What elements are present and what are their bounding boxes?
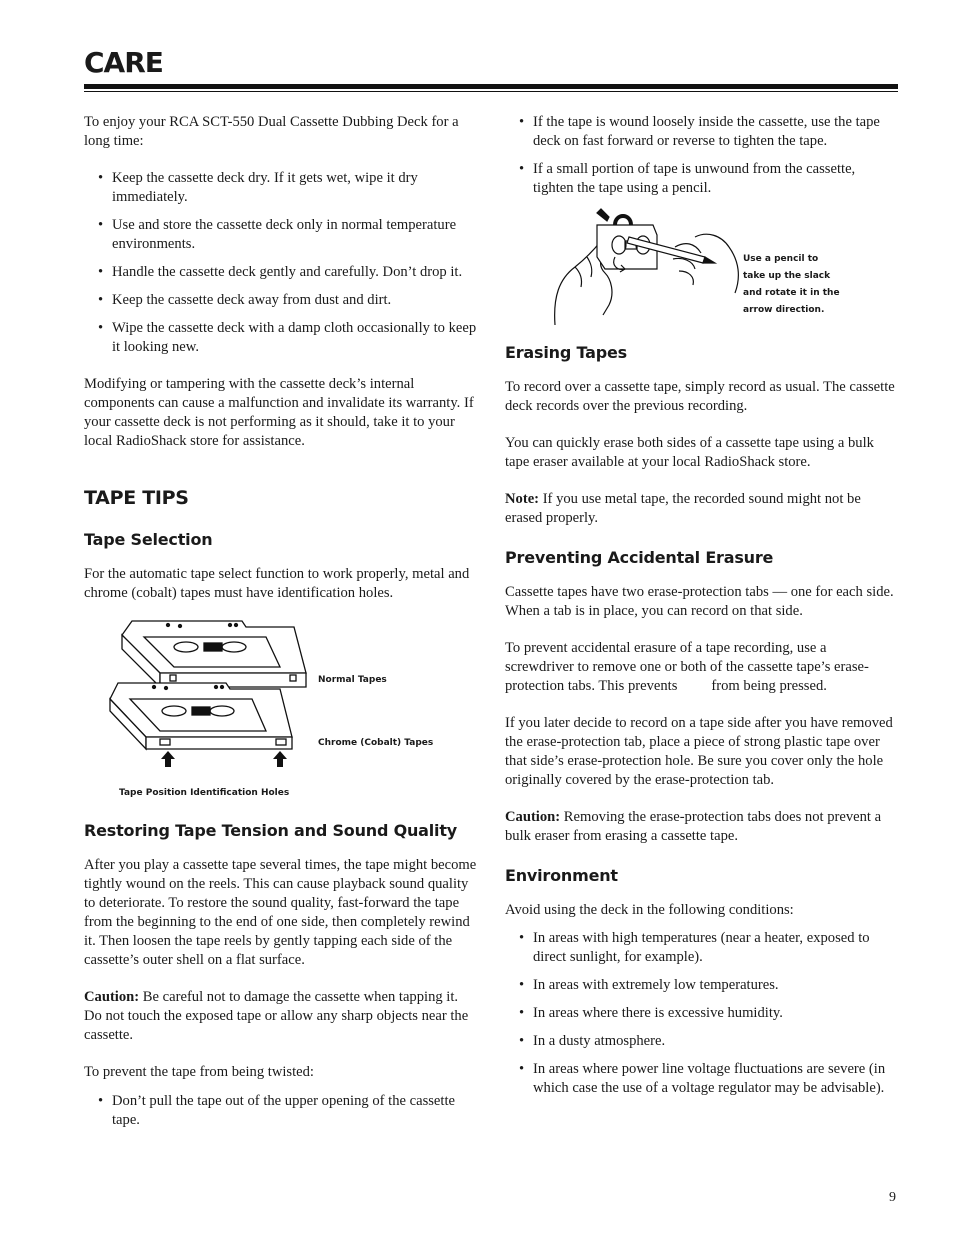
cassette-figure bbox=[84, 617, 478, 798]
cassette-illustration bbox=[84, 617, 478, 787]
page-number: 9 bbox=[889, 1190, 896, 1205]
preventing-p3: If you later decide to record on a tape side after you have removed the erase-protection tab, place a piece of strong plastic tape over that side’s erase-protection hole. Be sure you cover only the hole originally covered by the erase-protection tab. bbox=[505, 715, 893, 788]
pencil-caption-line: arrow direction. bbox=[743, 305, 825, 315]
pencil-caption-line: and rotate it in the bbox=[743, 288, 840, 298]
environment-list bbox=[505, 929, 899, 1098]
erasing-note bbox=[505, 490, 899, 528]
environment-heading: Environment bbox=[505, 866, 618, 885]
list-item: • In a dusty atmosphere. bbox=[505, 1032, 899, 1051]
preventing-p2 bbox=[505, 639, 899, 696]
note-text: If you use metal tape, the recorded sound might not be erased properly. bbox=[505, 491, 861, 526]
pencil-figure bbox=[505, 207, 899, 327]
caution-label: Caution: bbox=[84, 989, 140, 1005]
right-column bbox=[505, 113, 899, 1116]
pencil-caption-line: take up the slack bbox=[743, 271, 831, 281]
list-item: • Keep the cassette deck away from dust and dirt. bbox=[84, 291, 478, 310]
title-rule-thick bbox=[84, 84, 898, 89]
note-label: Note: bbox=[505, 491, 540, 507]
restoring-text: After you play a cassette tape several times, the tape might become tightly wound on the reels. This can cause playback sound quality to deteriorate. To restore the sound quality, fast-forward the tape from the beginning to the end of one side, then completely rewind it. Then loosen the tape reels by gently tapping each side of the cassette’s outer shell on a flat surface. bbox=[84, 857, 477, 968]
restoring-caution bbox=[84, 988, 478, 1045]
list-item: • In areas where there is excessive humidity. bbox=[505, 1004, 899, 1023]
preventing-p1: Cassette tapes have two erase-protection tabs — one for each side. When a tab is in place, you can record on that side. bbox=[505, 584, 894, 619]
list-item: • If the tape is wound loosely inside the cassette, use the tape deck on fast forward or reverse to tighten the tape. bbox=[505, 113, 899, 151]
left-column bbox=[84, 113, 478, 1148]
list-item: • Keep the cassette deck dry. If it gets wet, wipe it dry immediately. bbox=[84, 169, 478, 207]
preventing-p2a: To prevent accidental erasure of a tape recording, use a screwdriver to remove one or both of the cassette tape’s erase-protection tabs. This prevents bbox=[505, 640, 869, 694]
list-item: • In areas where power line voltage fluctuations are severe (in which case the use of a voltage regulator may be advisable). bbox=[505, 1060, 899, 1098]
chrome-tapes-label: Chrome (Cobalt) Tapes bbox=[318, 738, 434, 748]
caution-label: Caution: bbox=[505, 809, 561, 825]
holes-label: Tape Position Identification Holes bbox=[119, 788, 290, 798]
list-item: • Don’t pull the tape out of the upper opening of the cassette tape. bbox=[84, 1092, 478, 1130]
normal-tapes-label: Normal Tapes bbox=[318, 675, 387, 685]
erasing-p1: To record over a cassette tape, simply record as usual. The cassette deck records over the previous recording. bbox=[505, 379, 895, 414]
twist-list-right bbox=[505, 113, 899, 198]
care-list bbox=[84, 169, 478, 357]
list-item: • If a small portion of tape is unwound from the cassette, tighten the tape using a pencil. bbox=[505, 160, 899, 198]
twist-intro: To prevent the tape from being twisted: bbox=[84, 1064, 314, 1080]
tape-selection-text: For the automatic tape select function to work properly, metal and chrome (cobalt) tapes must have identification holes. bbox=[84, 566, 470, 601]
tape-tips-heading: TAPE TIPS bbox=[84, 487, 189, 509]
tape-selection-heading: Tape Selection bbox=[84, 530, 213, 549]
modify-text: Modifying or tampering with the cassette deck’s internal components can cause a malfunction and invalidate its warranty. If your cassette deck is not performing as it should, take it to your local RadioShack store for assistance. bbox=[84, 376, 474, 449]
list-item: • In areas with extremely low temperatures. bbox=[505, 976, 899, 995]
erasing-heading: Erasing Tapes bbox=[505, 343, 627, 362]
erasing-p2: You can quickly erase both sides of a cassette tape using a bulk tape eraser available at your local RadioShack store. bbox=[505, 435, 874, 470]
twist-list-left bbox=[84, 1092, 478, 1130]
list-item: • Wipe the cassette deck with a damp cloth occasionally to keep it looking new. bbox=[84, 319, 478, 357]
preventing-heading: Preventing Accidental Erasure bbox=[505, 548, 774, 567]
preventing-p2b: from being pressed. bbox=[711, 678, 827, 694]
preventing-caution bbox=[505, 808, 899, 846]
intro-text: To enjoy your RCA SCT-550 Dual Cassette Dubbing Deck for a long time: bbox=[84, 114, 459, 149]
pencil-caption bbox=[743, 251, 840, 319]
pencil-caption-line: Use a pencil to bbox=[743, 254, 819, 264]
restoring-heading: Restoring Tape Tension and Sound Quality bbox=[84, 821, 458, 840]
caution-text: Be careful not to damage the cassette when tapping it. Do not touch the exposed tape or allow any sharp objects near the cassette. bbox=[84, 989, 469, 1043]
list-item: • In areas with high temperatures (near a heater, exposed to direct sunlight, for example). bbox=[505, 929, 899, 967]
environment-intro: Avoid using the deck in the following conditions: bbox=[505, 902, 794, 918]
list-item: • Handle the cassette deck gently and carefully. Don’t drop it. bbox=[84, 263, 478, 282]
pencil-illustration bbox=[545, 207, 775, 327]
list-item: • Use and store the cassette deck only in normal temperature environments. bbox=[84, 216, 478, 254]
page-title: CARE bbox=[84, 46, 163, 79]
title-rule-thin bbox=[84, 91, 898, 92]
caution-text: Removing the erase-protection tabs does not prevent a bulk eraser from erasing a cassette tape. bbox=[505, 809, 882, 844]
